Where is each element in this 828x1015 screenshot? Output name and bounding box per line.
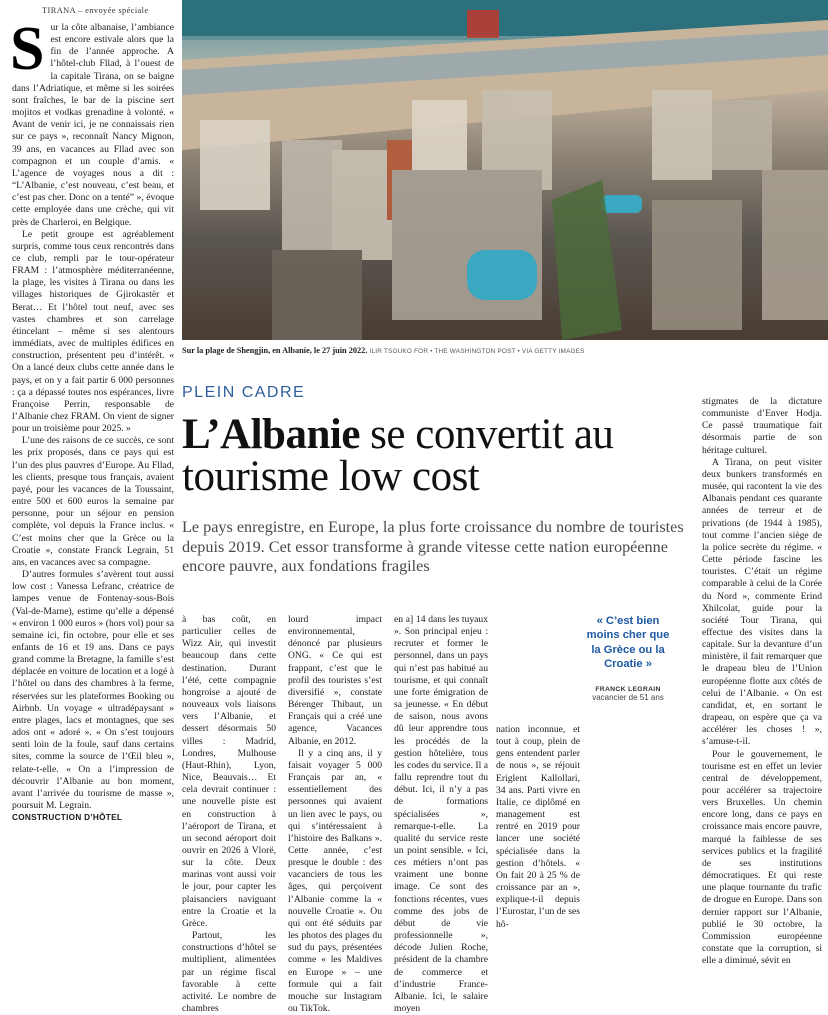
caption-text: Sur la plage de Shengjin, en Albanie, le 27 juin 2022. (182, 346, 368, 355)
article-column-6 (702, 396, 822, 967)
headline-rest: se convertit au tourisme low cost (182, 411, 614, 500)
paragraph: A Tirana, on peut visiter deux bunkers transformés en musée, qui racontent la vie des Albanais pendant ces quarante années de terreur et de privations (de 1944 à 1985), tout comme l’ancien siège de la police secrète du régime. « Cette période fascine les touristes. C’était un régime comparable à celui de la Corée du Nord », commente Erind Xhilcolat, guide pour la société Tour Tirana, qui effectue des visites dans la capitale. Sur la devanture d’un ministère, il fait remarquer que le drapeau bleu de l’Union européenne flotte aux côtés de celui de l’Albanie. « On est candidat, et, en sortant le drapeau, on espère que ça va accélérer les choses ! », s’amuse-t-il. (702, 456, 822, 748)
headline-bold: L’Albanie (182, 411, 360, 458)
paragraph: Pour le gouvernement, le tourisme est en effet un levier central de développement, pour accélérer sa trajectoire vers Bruxelles. Un chemin encore long, dans ce pays en croissance mais encore pauvre, marqué la faiblesse de ses services publics et la fragilité de ses institutions démocratiques. Et qui reste une plaque tournante du trafic de drogue en Europe. Dans son dernier rapport sur l’Albanie, publié le 30 octobre, la Commission européenne constate que la corruption, si elle a diminué, sévit en (702, 748, 822, 967)
quote-author: FRANCK LEGRAIN (595, 685, 661, 693)
standfirst: Le pays enregistre, en Europe, la plus forte croissance du nombre de touristes depuis 2019. Cet essor transforme à grande vitesse cette nation européenne encore pauvre, aux fondations fragiles (182, 518, 684, 576)
subheading: CONSTRUCTION D’HÔTEL (12, 813, 123, 823)
paragraph: Il y a cinq ans, il y faisait voyager 5 000 Français par an, « essentiellement des personnes qui avaient un lien avec le pays, ou qui s’intéressaient à l’histoire des Balkans ». Cette année, c’est presque le double : des vacanciers de tous les âges, qui perçoivent l’Albanie comme la « nouvelle Croatie ». Ou qui ont été séduits par les photos des plages du sud du pays, présentées comme « les Maldives en Europe » – une formule qui a fait mouche sur Instagram ou TikTok. (288, 747, 382, 1014)
article-column-2 (182, 614, 276, 1014)
article-column-5 (496, 724, 580, 930)
paragraph: nation inconnue, et tout à coup, plein de gens entendent parler de nous », se réjouit Eriglent Kallollari, 34 ans. Parti vivre en Italie, ce diplômé en management est rentré en 2019 pour lancer une société spécialisée dans la gestion d’hôtels. « On fait 20 à 25 % de croissance par an », explique-t-il depuis l’Eurostar, l’un de ses hô- (496, 724, 580, 930)
quote-text: « C’est bien moins cher que la Grèce ou la Croatie » (586, 615, 670, 671)
pull-quote (582, 614, 674, 702)
paragraph: D’autres formules s’avèrent tout aussi low cost : Vanessa Lefranc, créatrice de lampes venue de Fontenay-sous-Bois (Val-de-Marne), estime qu’elle a dépensé « environ 1 000 euros » (hors vol) pour sa semaine ici, fin octobre, pour elle et ses enfants de 16 et 19 ans. Dans ce pays grand comme la Bretagne, la famille s’est déplacée en voiture de location et a logé à l’hôtel ou dans des chambres à la ferme, réservées sur les plateformes Booking ou Airbnb. Un voyage « ultradépaysant » entre plages, lacs et montagnes, que ses ados ont « adoré ». « On s’est toujours senti loin de la foule, sauf dans certains sites, comme la source de l’Œil bleu », relate-t-elle. « On a l’impression de découvrir l’Albanie au bon moment, avant l’arrivée du tourisme de masse », poursuit M. Legrain. (12, 569, 174, 811)
paragraph: stigmates de la dictature communiste d’Enver Hodja. Ce passé traumatique fait désormais partie de son héritage culturel. (702, 396, 822, 456)
photo-credit: ILIR TSOUKO FOR • THE WASHINGTON POST • VIA GETTY IMAGES (369, 348, 585, 355)
quote-author-role: vacancier de 51 ans (592, 692, 664, 702)
beach-aerial-image (182, 0, 828, 340)
article-column-3 (288, 614, 382, 1014)
paragraph: ur la côte albanaise, l’ambiance est encore estivale alors que la fin de l’année approche. A l’hôtel-club Fllad, à l’ouest de la capitale Tirana, on se baigne dans l’Adriatique, et même si les soirées sont fraîches, le bar de la piscine sert mojitos et vodkas grenadine à volonté. « Avant de venir ici, je ne connaissais rien sur ce pays », reconnaît Nancy Mignon, 39 ans, en vacances au Fllad avec son compagnon et un couple d’amis. « L’agence de voyages nous a dit : “L’Albanie, c’est nouveau, c’est beau, et c’est pas cher. Donc on a tenté” », évoque cette employée dans une crèche, qui vit près de Charleroi, en Belgique. (12, 22, 174, 228)
article-column-4 (394, 614, 488, 1014)
paragraph: en a] 14 dans les tuyaux ». Son principal enjeu : recruter et former le personnel, dans un pays qui n’est pas habitué au tourisme, et qui connaît une forte émigration de sa jeunesse. « En début de saison, nous avons dû leur apprendre tous les procédés de la gestion hôtelière, tous les codes du service. Il a fallu reprendre tout du début. Ici, il n’y a pas de formations spécialisées », remarque-t-elle. La qualité du service reste un point sensible. « Ici, ces métiers n’ont pas vraiment une bonne image. Ce sont des fonctions récentes, vues comme des jobs de début de vie professionnelle », décode Julien Roche, président de la chambre de commerce et d’industrie France-Albanie. Ici, le salaire moyen (394, 614, 488, 1014)
paragraph: à bas coût, en particulier celles de Wizz Air, qui investit beaucoup dans cette destination. Durant l’été, cette compagnie hongroise a ajouté de nouveaux vols liaisons vers l’Albanie, et dessert désormais 50 villes : Madrid, Londres, Mulhouse (Haut-Rhin), Lyon, Nice, Beauvais… Et cela devrait continuer : une nouvelle piste est en construction à l’aéroport de Tirana, et un second aéroport doit ouvrir en 2026 à Vlorë, sur la côte. Deux marinas vont aussi voir le jour, pour capter les plaisanciers naviguant entre la Croatie et la Grèce. (182, 614, 276, 929)
drop-cap: S (10, 15, 45, 83)
section-header: TIRANA – envoyée spéciale (42, 6, 149, 15)
article-column-1 (10, 15, 174, 824)
kicker: PLEIN CADRE (182, 384, 306, 401)
paragraph: Le petit groupe est agréablement surpris, comme tous ceux rencontrés dans ce club, rempli par le tour-opérateur FRAM : l’atmosphère méditerranéenne, la plage, les visites à Tirana ou dans les villages historiques de Gjirokastër et Berat… Et l’hôtel tout neuf, avec ses vastes chambres et son carrelage étincelant – même si ses alentours immédiats, avec de multiples édifices en construction, présentent peu d’intérêt. « On a lancé deux clubs cette année dans le pays, et on y a fait partir 6 000 personnes : ça a dépassé toutes nos espérances, livre Françoise Perrin, responsable de l’Albanie chez FRAM. On vient de signer pour un troisième pour 2025. » (12, 228, 174, 435)
paragraph: Partout, les constructions d’hôtel se multiplient, alimentées par un régime fiscal favorable à cette activité. Le nombre de chambres (182, 930, 276, 1014)
paragraph: lourd impact environnemental, dénoncé par plusieurs ONG. « Ce qui est frappant, c’est que le profil des touristes s’est diversifié », constate Bérenger Thibaut, un Français qui a créé une agence, Vacances Albanie, en 2012. (288, 614, 382, 747)
photo-caption (182, 346, 585, 355)
headline (182, 411, 702, 500)
paragraph: L’une des raisons de ce succès, ce sont les prix proposés, dans ce pays qui est l’un des plus pauvres d’Europe. Au Fllad, les clients, presque tous français, avaient payé, pour les vacances de la Toussaint, entre 500 et 600 euros la semaine par personne, pour un séjour en pension complète, vol depuis la France inclus. « C’est moins cher que la Grèce ou la Croatie », constate Franck Legrain, 51 ans, en vacances avec sa compagne. (12, 435, 174, 568)
beach-photo (182, 0, 828, 340)
